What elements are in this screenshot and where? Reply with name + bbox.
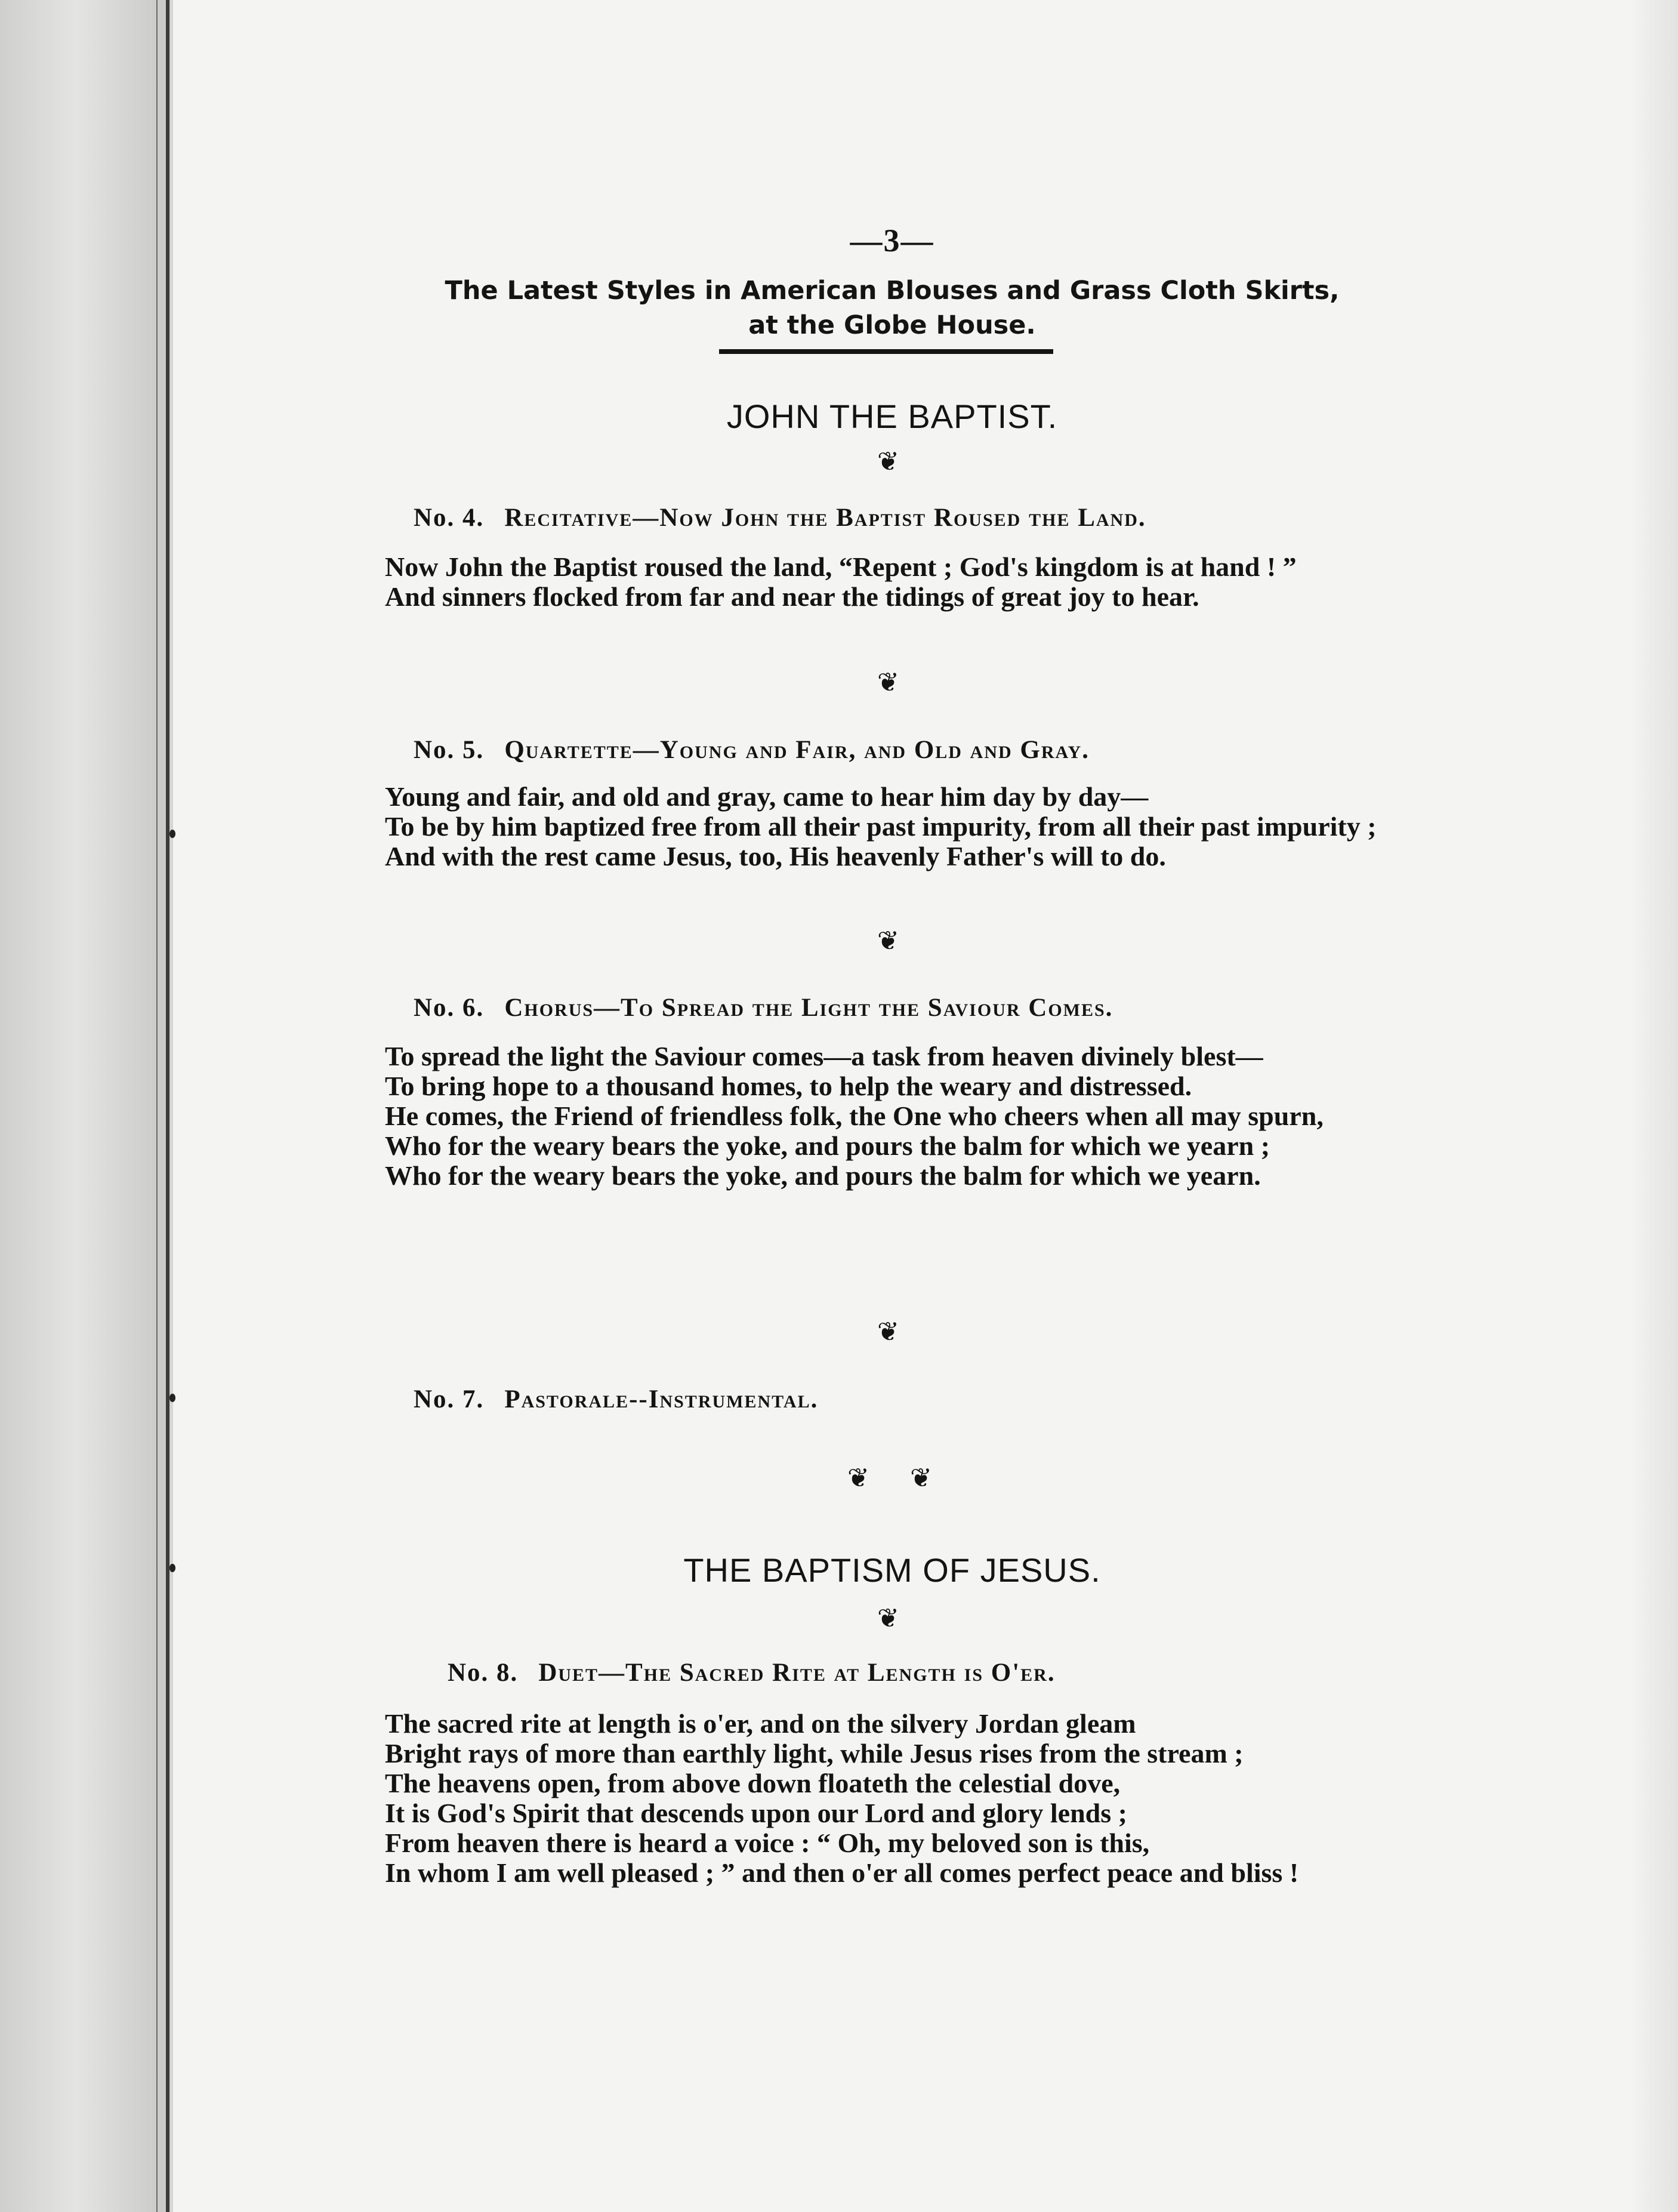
page-number: —3—	[850, 223, 934, 258]
advertisement	[385, 273, 1399, 343]
lyric-line: Bright rays of more than earthly light, while Jesus rises from the stream ;	[385, 1738, 1244, 1769]
fleuron-ornament-icon: ❦	[877, 667, 899, 698]
lyric-line: It is God's Spirit that descends upon our Lord and glory lends ;	[385, 1798, 1127, 1828]
stanza-no5	[385, 782, 1399, 871]
piece-heading-no6	[414, 993, 1428, 1022]
lyric-line: To bring hope to a thousand homes, to help the weary and distressed.	[385, 1071, 1192, 1101]
advert-line: The Latest Styles in American Blouses and Grass Cloth Skirts,	[445, 276, 1340, 306]
lyric-line: Who for the weary bears the yoke, and pours the balm for which we yearn.	[385, 1160, 1261, 1191]
piece-number: No. 8.	[448, 1659, 519, 1687]
piece-number: No. 4.	[414, 504, 485, 532]
piece-title: Duet—The Sacred Rite at Length is O'er.	[538, 1659, 1056, 1687]
lyric-line: In whom I am well pleased ; ” and then o'er all comes perfect peace and bliss !	[385, 1857, 1299, 1888]
page-fold-edge	[166, 0, 169, 2212]
piece-heading-no5	[414, 735, 1428, 765]
stanza-no6	[385, 1042, 1399, 1191]
piece-title: Pastorale--Instrumental.	[504, 1385, 819, 1413]
lyric-line: The sacred rite at length is o'er, and on the silvery Jordan gleam	[385, 1708, 1136, 1739]
fleuron-ornament-icon: ❦	[877, 926, 899, 956]
piece-heading-no7	[414, 1385, 1428, 1414]
advert-line: at the Globe House.	[748, 310, 1036, 340]
lyric-line: Now John the Baptist roused the land, “Repent ; God's kingdom is at hand ! ”	[385, 552, 1297, 582]
binding-stitch	[169, 830, 175, 838]
fleuron-ornament-icon: ❦	[910, 1463, 932, 1493]
fleuron-ornament-icon: ❦	[877, 1317, 899, 1347]
piece-number: No. 5.	[414, 736, 485, 764]
piece-heading-no8	[448, 1658, 1462, 1687]
lyric-line: Who for the weary bears the yoke, and pours the balm for which we yearn ;	[385, 1130, 1270, 1161]
stanza-no4	[385, 552, 1399, 612]
piece-heading-no4	[414, 503, 1428, 532]
piece-number: No. 6.	[414, 994, 485, 1022]
lyric-line: From heaven there is heard a voice : “ Oh, my beloved son is this,	[385, 1828, 1150, 1858]
piece-title: Chorus—To Spread the Light the Saviour Comes.	[504, 994, 1113, 1022]
piece-title: Quartette—Young and Fair, and Old and Gray.	[504, 736, 1090, 764]
lyric-line: To spread the light the Saviour comes—a task from heaven divinely blest—	[385, 1041, 1263, 1071]
lyric-line: To be by him baptized free from all their past impurity, from all their past impurity ;	[385, 811, 1377, 842]
gutter-line	[156, 0, 158, 2212]
piece-title: Recitative—Now John the Baptist Roused the Land.	[504, 504, 1146, 532]
section-title-john-the-baptist: JOHN THE BAPTIST.	[726, 398, 1058, 435]
section-title-baptism-of-jesus: THE BAPTISM OF JESUS.	[683, 1551, 1101, 1589]
book-gutter	[0, 0, 170, 2212]
fleuron-ornament-icon: ❦	[877, 1603, 899, 1634]
stanza-no8	[385, 1709, 1399, 1888]
header-rule	[719, 349, 1053, 354]
lyric-line: And with the rest came Jesus, too, His heavenly Father's will to do.	[385, 841, 1166, 871]
fleuron-ornament-icon: ❦	[877, 446, 899, 477]
binding-stitch	[169, 1564, 175, 1572]
fleuron-ornament-icon: ❦	[847, 1463, 869, 1493]
lyric-line: The heavens open, from above down floateth the celestial dove,	[385, 1768, 1121, 1798]
lyric-line: He comes, the Friend of friendless folk, the One who cheers when all may spurn,	[385, 1101, 1324, 1131]
piece-number: No. 7.	[414, 1385, 485, 1413]
page-right-edge	[1630, 0, 1678, 2212]
binding-stitch	[169, 1394, 175, 1402]
lyric-line: And sinners flocked from far and near the tidings of great joy to hear.	[385, 581, 1199, 612]
lyric-line: Young and fair, and old and gray, came to hear him day by day—	[385, 781, 1149, 812]
